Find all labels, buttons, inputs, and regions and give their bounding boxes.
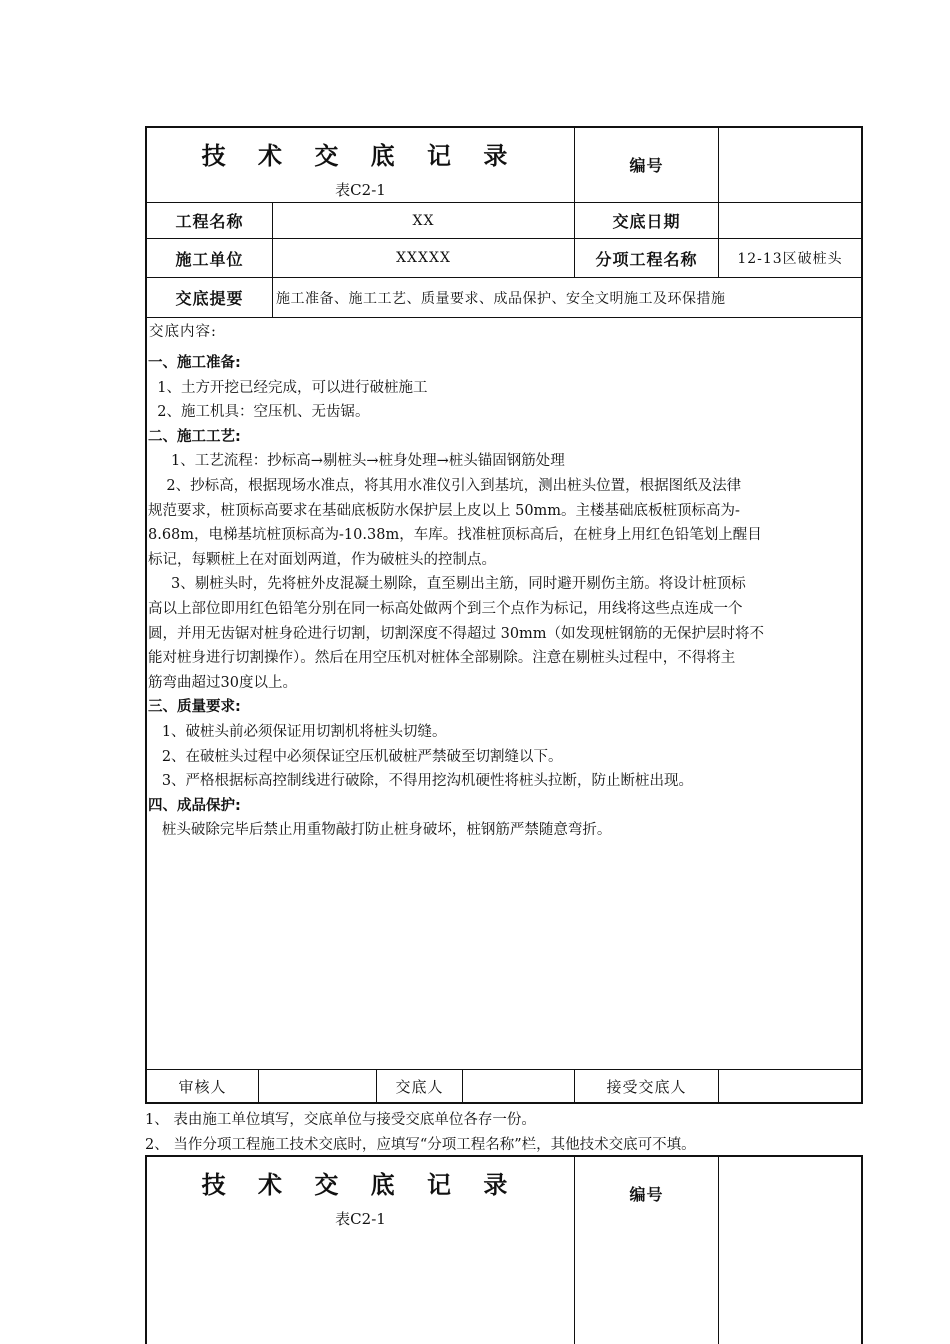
content-line: 规范要求，桩顶标高要求在基础底板防水保护层上皮以上 50mm。主楼基础底板桩顶标高为- [148, 502, 740, 519]
content-line: 高以上部位即用红色铅笔分别在同一标高处做两个到三个点作为标记，用线将这些点连成一个 [148, 600, 743, 617]
discloser-label: 交底人 [395, 1077, 444, 1096]
reviewer-field[interactable] [259, 1070, 376, 1102]
discloser-field[interactable] [463, 1070, 574, 1102]
next-form-code: 表C2-1 [335, 1209, 386, 1228]
content-line: 2、施工机具：空压机、无齿锯。 [148, 404, 370, 421]
content-line: 2、在破桩头过程中必须保证空压机破桩严禁破至切割缝以下。 [148, 748, 563, 765]
content-line: 3、严格根据标高控制线进行破除，不得用挖沟机硬性将桩头拉断，防止断桩出现。 [148, 773, 694, 790]
content-section-heading: 二、施工工艺: [148, 428, 241, 445]
content-section-heading: 一、施工准备: [148, 355, 241, 371]
summary-label: 交底提要 [175, 289, 244, 308]
form-title: 技 术 交 底 记 录 [201, 140, 520, 170]
next-form-title: 技 术 交 底 记 录 [201, 1169, 520, 1199]
project-name-field[interactable]: XX [412, 212, 435, 229]
content-line: 1、破桩头前必须保证用切割机将桩头切缝。 [148, 723, 447, 740]
construction-unit-field[interactable]: XXXXX [396, 250, 451, 266]
subitem-name-label: 分项工程名称 [595, 249, 698, 269]
content-line: 1、工艺流程：抄标高→剔桩头→桩身处理→桩头锚固钢筋处理 [148, 453, 565, 470]
disclosure-date-field[interactable] [719, 203, 861, 238]
content-line: 8.68m，电梯基坑桩顶标高为-10.38m，车库。找准桩顶标高后，在桩身上用红色铅笔划上醒目 [148, 527, 762, 544]
content-body [148, 351, 860, 843]
number-label: 编号 [629, 156, 664, 175]
receiver-label: 接受交底人 [606, 1077, 687, 1096]
content-section-heading: 四、成品保护: [148, 797, 241, 814]
note-2: 2、 当作分项工程施工技术交底时，应填写“分项工程名称”栏，其他技术交底可不填。 [145, 1137, 696, 1153]
content-section-heading: 三、质量要求: [148, 699, 241, 716]
content-line: 3、剔桩头时，先将桩外皮混凝土剔除，直至剔出主筋，同时避开剔伤主筋。将设计桩顶标 [148, 576, 746, 593]
reviewer-label: 审核人 [178, 1077, 227, 1096]
note-1: 1、 表由施工单位填写，交底单位与接受交底单位各存一份。 [145, 1112, 536, 1128]
content-line: 2、抄标高，根据现场水准点，将其用水准仪引入到基坑，测出桩头位置，根据图纸及法律 [148, 477, 742, 494]
content-line: 能对桩身进行切割操作）。然后在用空压机对桩体全部剔除。注意在剔桩头过程中，不得将主 [148, 650, 736, 667]
content-line: 桩头破除完毕后禁止用重物敲打防止桩身破坏，桩钢筋严禁随意弯折。 [148, 822, 612, 839]
number-field[interactable] [719, 127, 861, 202]
disclosure-date-label: 交底日期 [612, 212, 681, 231]
summary-field[interactable]: 施工准备、施工工艺、质量要求、成品保护、安全文明施工及环保措施 [276, 290, 726, 307]
receiver-field[interactable] [719, 1070, 861, 1102]
content-line: 筋弯曲超过30度以上。 [148, 674, 297, 691]
content-label: 交底内容: [149, 324, 217, 340]
subitem-name-field[interactable]: 12-13区破桩头 [737, 251, 843, 267]
construction-unit-label: 施工单位 [175, 249, 244, 269]
form-code: 表C2-1 [335, 180, 386, 199]
next-number-label: 编号 [629, 1185, 664, 1204]
content-line: 圆，并用无齿锯对桩身砼进行切割，切割深度不得超过 30mm（如发现桩钢筋的无保护层时将不 [148, 625, 765, 642]
content-line: 1、土方开挖已经完成，可以进行破桩施工 [148, 379, 428, 396]
content-line: 标记，每颗桩上在对面划两道，作为破桩头的控制点。 [148, 551, 496, 568]
project-name-label: 工程名称 [175, 212, 244, 231]
